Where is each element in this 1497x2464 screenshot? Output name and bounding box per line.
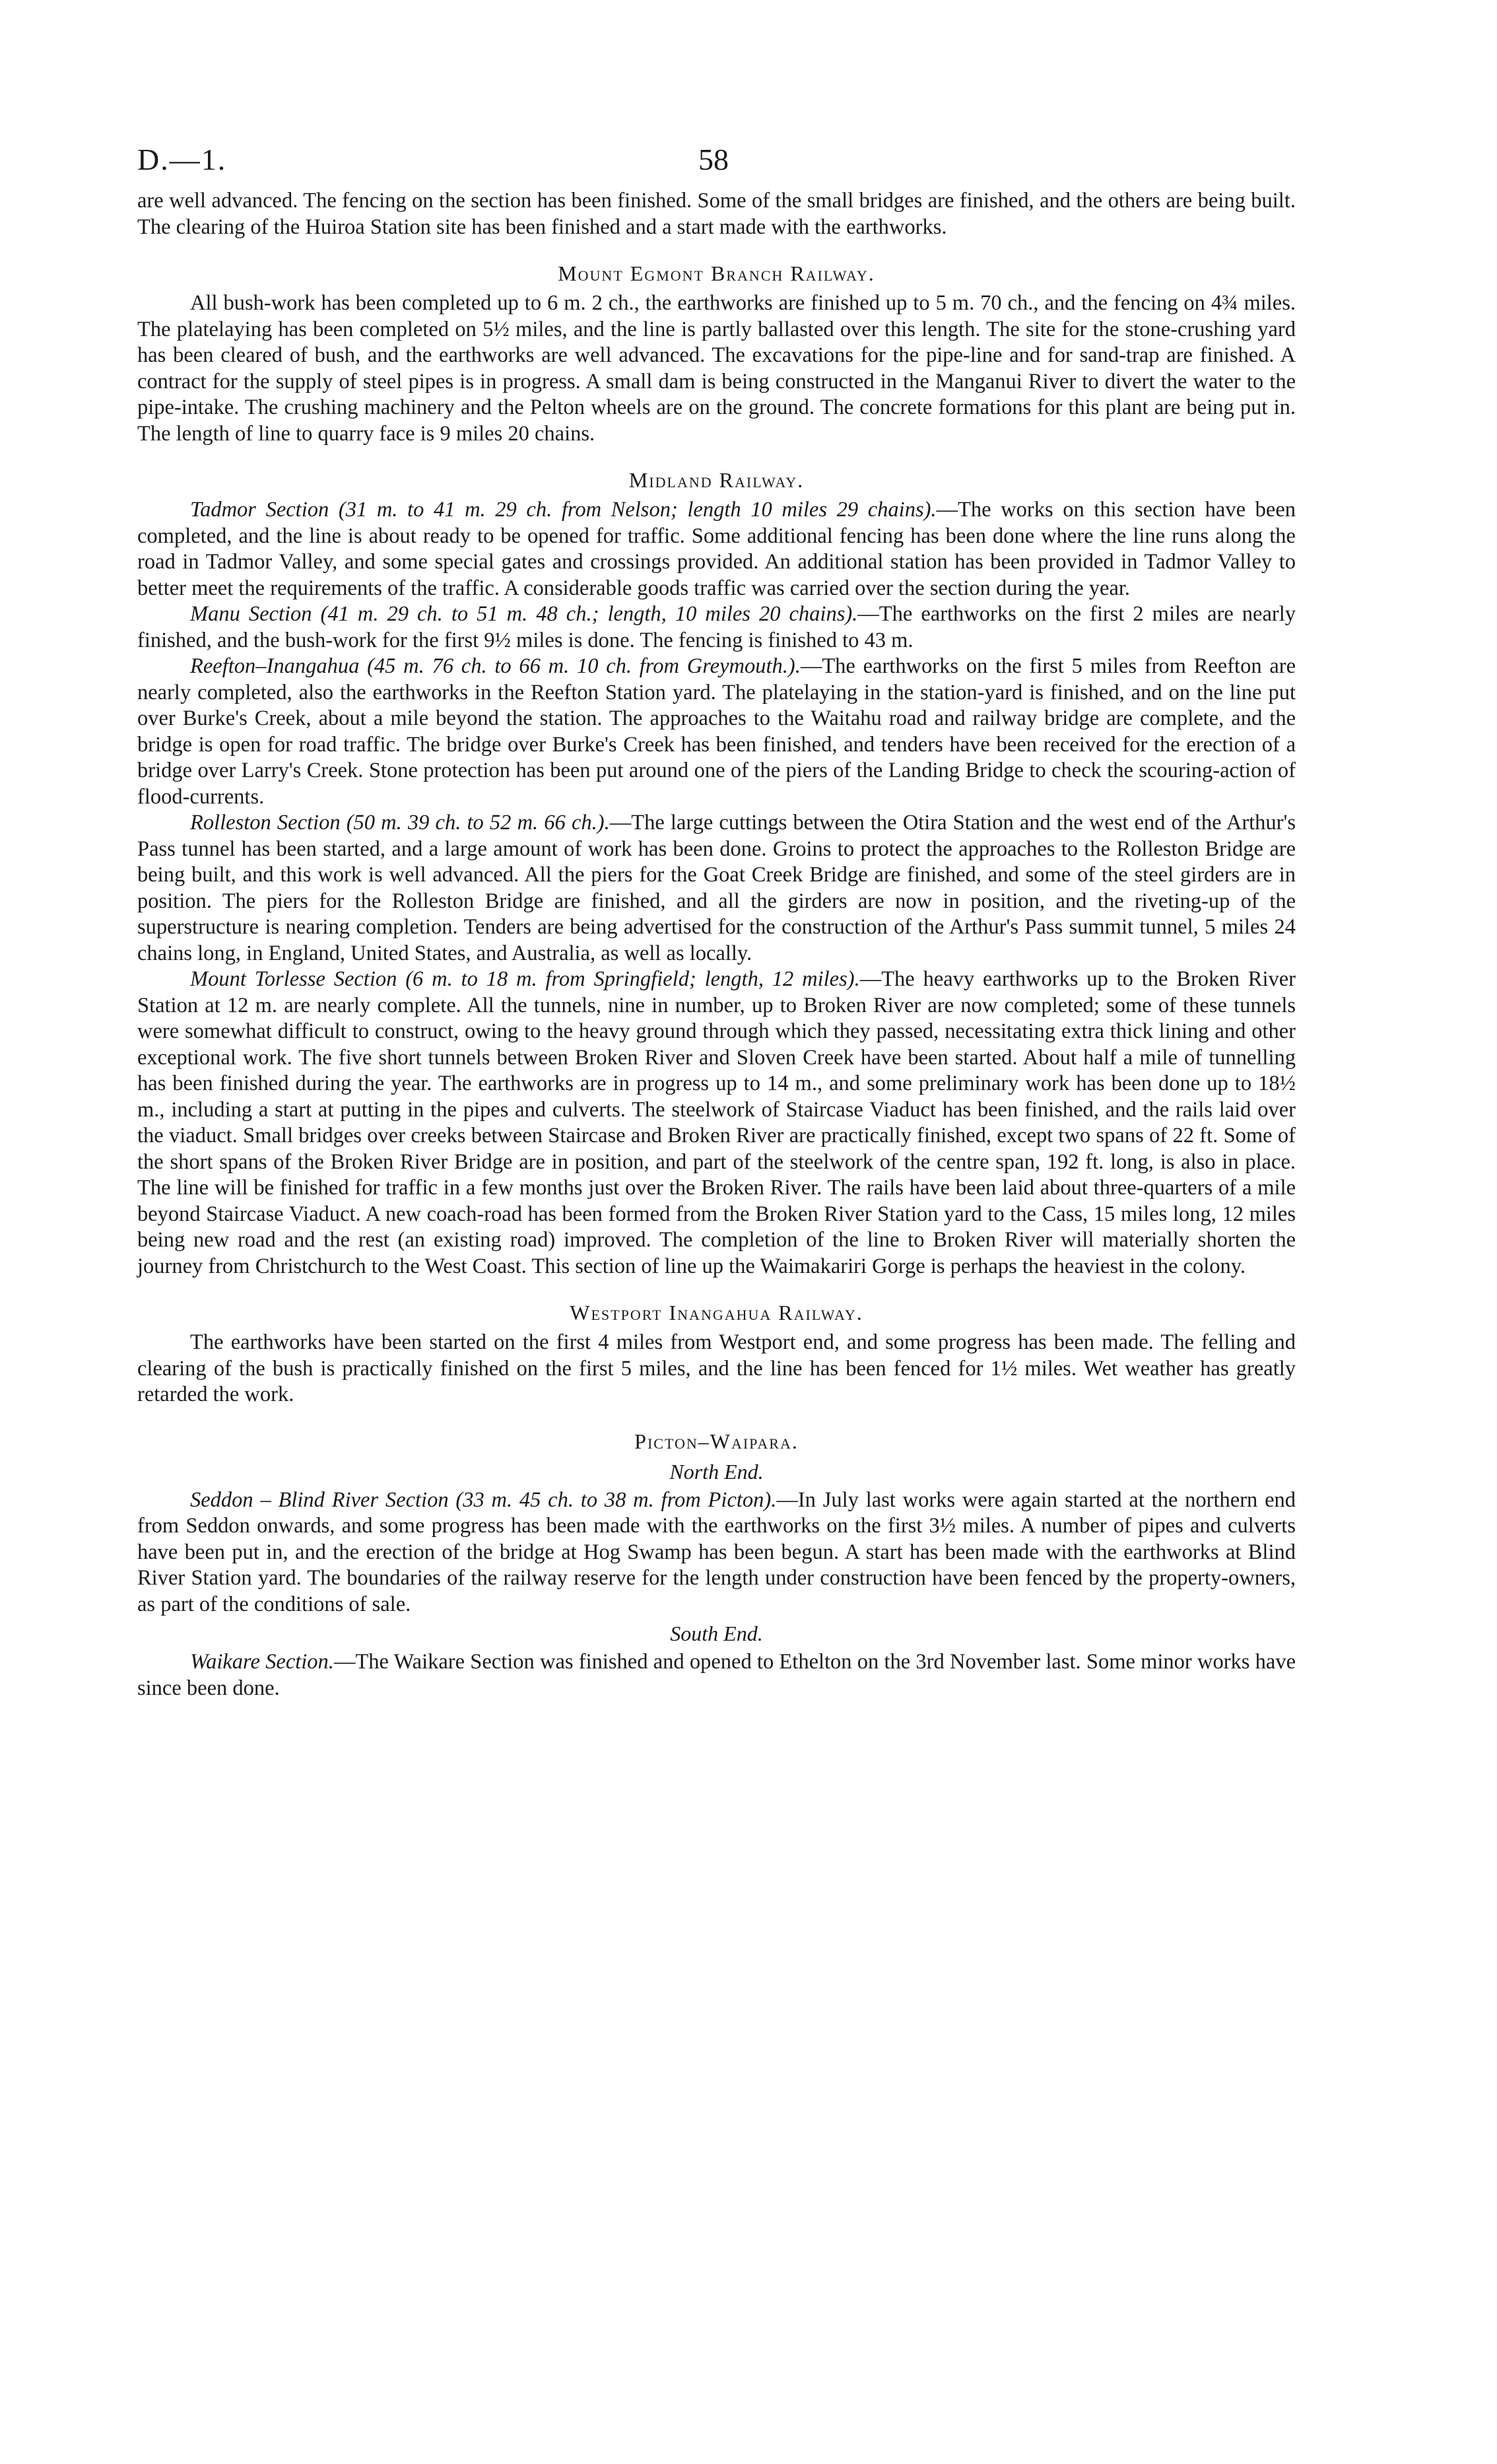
waikare-text: —The Waikare Section was finished and opened to Ethelton on the 3rd November last. Some minor works have since been done. [137, 1650, 1296, 1700]
document-id: D.—1. [137, 143, 227, 176]
page-body [137, 188, 1296, 1701]
page-number: 58 [698, 143, 729, 176]
section-heading-mount-egmont: Mount Egmont Branch Railway. [558, 261, 875, 285]
waikare-paragraph [137, 1649, 1296, 1701]
intro-paragraph: are well advanced. The fencing on the section has been finished. Some of the small bridges are finished, and the others are being built. The clearing of the Huiroa Station site has been finished and a start made with the earthworks. [137, 189, 1296, 239]
reefton-paragraph [137, 654, 1296, 810]
subheading-south-end: South End. [670, 1622, 763, 1645]
manu-lead: Manu Section (41 m. 29 ch. to 51 m. 48 ch.; length, 10 miles 20 chains). [190, 602, 858, 626]
westport-paragraph: The earthworks have been started on the first 4 miles from Westport end, and some progress has been made. The felling and clearing of the bush is practically finished on the first 5 miles, and the line has been fenced for 1½ miles. Wet weather has greatly retarded the work. [137, 1330, 1296, 1406]
seddon-text: —In July last works were again started at the northern end from Seddon onwards, and some progress has been made with the earthworks on the first 3½ miles. A number of pipes and culverts have been put in, and the erection of the bridge at Hog Swamp has been begun. A start has been made with the earthworks at Blind River Station yard. The boundaries of the railway reserve for the length under construction have been fenced by the property-owners, as part of the conditions of sale. [137, 1488, 1296, 1616]
section-heading-picton: Picton–Waipara. [634, 1429, 799, 1453]
reefton-lead: Reefton–Inangahua (45 m. 76 ch. to 66 m. 10 ch. from Greymouth.). [190, 654, 801, 678]
page-header [137, 142, 1296, 188]
waikare-lead: Waikare Section. [190, 1650, 334, 1674]
tadmor-paragraph [137, 497, 1296, 601]
section-heading-westport: Westport Inangahua Railway. [570, 1301, 863, 1324]
torlesse-lead: Mount Torlesse Section (6 m. to 18 m. from Springfield; length, 12 miles). [190, 967, 860, 991]
manu-text: —The earthworks on the first 2 miles are nearly finished, and the bush-work for the first 9½ miles is done. The fencing is finished to 43 m. [137, 602, 1296, 652]
torlesse-text: —The heavy earthworks up to the Broken River Station at 12 m. are nearly complete. All the tunnels, nine in number, up to Broken River are now completed; some of these tunnels were somewhat difficult to construct, owing to the heavy ground through which they passed, necessitating extra thick lining and other exceptional work. The five short tunnels between Broken River and Sloven Creek have been started. About half a mile of tunnelling has been finished during the year. The earthworks are in progress up to 14 m., and some preliminary work has been done up to 18½ m., including a start at putting in the pipes and culverts. The steelwork of Staircase Viaduct has been finished, and the rails laid over the viaduct. Small bridges over creeks between Staircase and Broken River are practically finished, except two spans of 22 ft. Some of the short spans of the Broken River Bridge are in position, and part of the steelwork of the centre span, 192 ft. long, is also in place. The line will be finished for traffic in a few months just over the Broken River. The rails have been laid about three-quarters of a mile beyond Staircase Viaduct. A new coach-road has been formed from the Broken River Station yard to the Cass, 15 miles long, 12 miles being new road and the rest (an existing road) improved. The completion of the line to Broken River will materially shorten the journey from Christchurch to the West Coast. This section of line up the Waimakariri Gorge is perhaps the heaviest in the colony. [137, 967, 1296, 1278]
manu-paragraph [137, 601, 1296, 654]
reefton-text: —The earthworks on the first 5 miles from Reefton are nearly completed, also the earthworks in the Reefton Station yard. The platelaying in the station-yard is finished, and on the line put over Burke's Creek, about a mile beyond the station. The approaches to the Waitahu road and railway bridge are complete, and the bridge is open for road traffic. The bridge over Burke's Creek has been finished, and tenders have been received for the erection of a bridge over Larry's Creek. Stone protection has been put around one of the piers of the Landing Bridge to check the scouring-action of flood-currents. [137, 654, 1296, 809]
seddon-lead: Seddon – Blind River Section (33 m. 45 ch. to 38 m. from Picton). [190, 1488, 777, 1512]
rolleston-lead: Rolleston Section (50 m. 39 ch. to 52 m. 66 ch.). [190, 811, 610, 835]
rolleston-text: —The large cuttings between the Otira Station and the west end of the Arthur's Pass tunnel has been started, and a large amount of work has been done. Groins to protect the approaches to the Rolleston Bridge are being built, and this work is well advanced. All the piers for the Goat Creek Bridge are finished, and some of the steel girders are in position. The piers for the Rolleston Bridge are finished, and all the girders are now in position, and the riveting-up of the superstructure is nearing completion. Tenders are being advertised for the construction of the Arthur's Pass summit tunnel, 5 miles 24 chains long, in England, United States, and Australia, as well as locally. [137, 811, 1296, 965]
subheading-north-end: North End. [669, 1459, 764, 1484]
rolleston-paragraph [137, 810, 1296, 967]
torlesse-paragraph [137, 967, 1296, 1280]
mount-egmont-paragraph: All bush-work has been completed up to 6 m. 2 ch., the earthworks are finished up to 5 m. 70 ch., and the fencing on 4¾ miles. The platelaying has been completed on 5½ miles, and the line is partly ballasted over this length. The site for the stone-crushing yard has been cleared of bush, and the earthworks are well advanced. The excavations for the pipe-line and for sand-trap are finished. A contract for the supply of steel pipes is in progress. A small dam is being constructed in the Manganui River to divert the water to the pipe-intake. The crushing machinery and the Pelton wheels are on the ground. The concrete formations for this plant are being put in. The length of line to quarry face is 9 miles 20 chains. [137, 291, 1296, 446]
tadmor-lead: Tadmor Section (31 m. to 41 m. 29 ch. from Nelson; length 10 miles 29 chains). [190, 498, 937, 522]
section-heading-midland: Midland Railway. [628, 468, 805, 492]
tadmor-text: —The works on this section have been completed, and the line is about ready to be opened for traffic. Some additional fencing has been done where the line runs along the road in Tadmor Valley, and some special gates and crossings provided. An additional station has been provided in Tadmor Valley to better meet the requirements of the traffic. A considerable goods traffic was carried over the section during the year. [137, 498, 1296, 600]
seddon-paragraph [137, 1488, 1296, 1618]
document-page [137, 142, 1296, 1701]
